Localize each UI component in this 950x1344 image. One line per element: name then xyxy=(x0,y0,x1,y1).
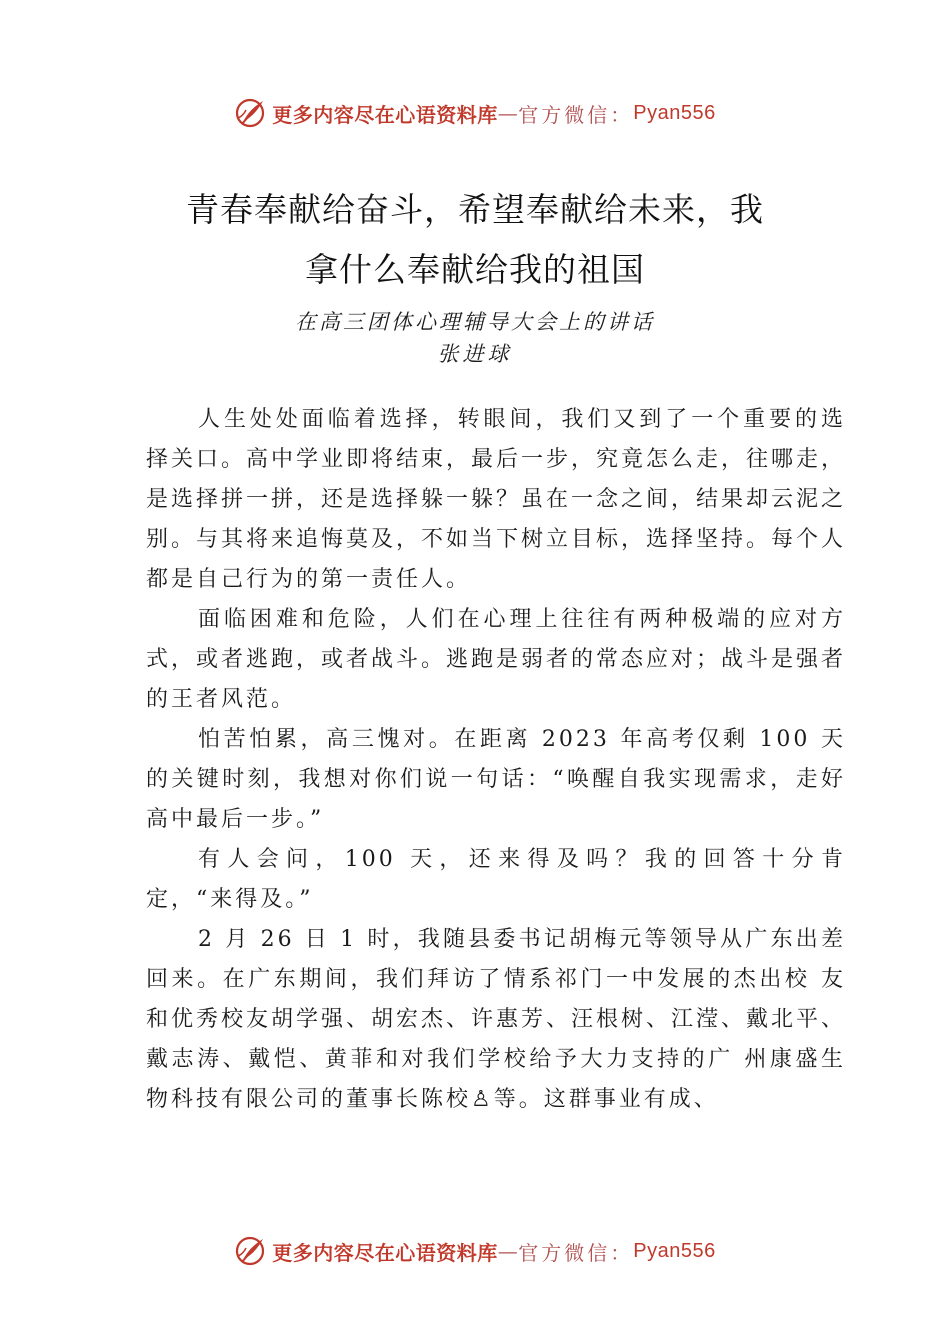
paragraph: 人生处处面临着选择，转眼间，我们又到了一个重要的选择关口。高中学业即将结束，最后一步，究竟怎么走，往哪走，是选择拼一拼，还是选择躲一躲？虽在一念之间，结果却云泥之别。与其将来追悔莫及，不如当下树立目标，选择坚持。每个人都是自己行为的第一责任人。 xyxy=(146,407,847,592)
banner-main-text: 更多内容尽在心语资料库 xyxy=(272,102,498,127)
banner-main-text: 更多内容尽在心语资料库 xyxy=(272,1240,498,1265)
title-line-1: 青春奉献给奋斗，希望奉献给未来，我 xyxy=(186,190,764,229)
banner-dash: — xyxy=(497,1239,519,1263)
paragraph: 怕苦怕累，高三愧对。在距离 2023 年高考仅剩 100 天的关键时刻，我想对你们说一句话：“唤醒自我实现需求，走好高中最后一步。” xyxy=(146,727,846,832)
document-author: 张进球 xyxy=(437,342,513,366)
banner-wechat-label: 官方微信： xyxy=(518,102,634,127)
document-body xyxy=(146,400,846,1120)
paragraph: 面临困难和危险，人们在心理上往往有两种极端的应对方式，或者逃跑，或者战斗。逃跑是弱者的常态应对；战斗是强者的王者风范。 xyxy=(146,607,847,712)
banner-wechat-label: 官方微信： xyxy=(518,1240,634,1265)
paragraph: 有人会问，100 天，还来得及吗？我的回答十分肯定，“来得及。” xyxy=(146,847,846,912)
banner-dash: — xyxy=(497,101,519,125)
banner-wechat-id: Pyan556 xyxy=(633,101,716,124)
banner-wechat-id: Pyan556 xyxy=(633,1239,716,1262)
paragraph: 2 月 26 日 1 时，我随县委书记胡梅元等领导从广东出差回来。在广东期间，我们拜访了情系祁门一中发展的杰出校 友和优秀校友胡学强、胡宏杰、许惠芳、汪根树、江滢、戴北平、戴志涛、戴恺、黄菲和对我们学校给予大力支持的广 州康盛生物科技有限公司的董事长陈校♙等。这群事业有成、 xyxy=(146,927,847,1112)
footer-banner xyxy=(0,1234,950,1268)
feather-logo-icon xyxy=(234,1234,268,1268)
header-banner xyxy=(0,96,950,130)
document-title xyxy=(100,180,850,300)
document-subtitle: 在高三团体心理辅导大会上的讲话 xyxy=(295,310,655,334)
title-line-2: 拿什么奉献给我的祖国 xyxy=(305,250,645,289)
feather-logo-icon xyxy=(234,96,268,130)
